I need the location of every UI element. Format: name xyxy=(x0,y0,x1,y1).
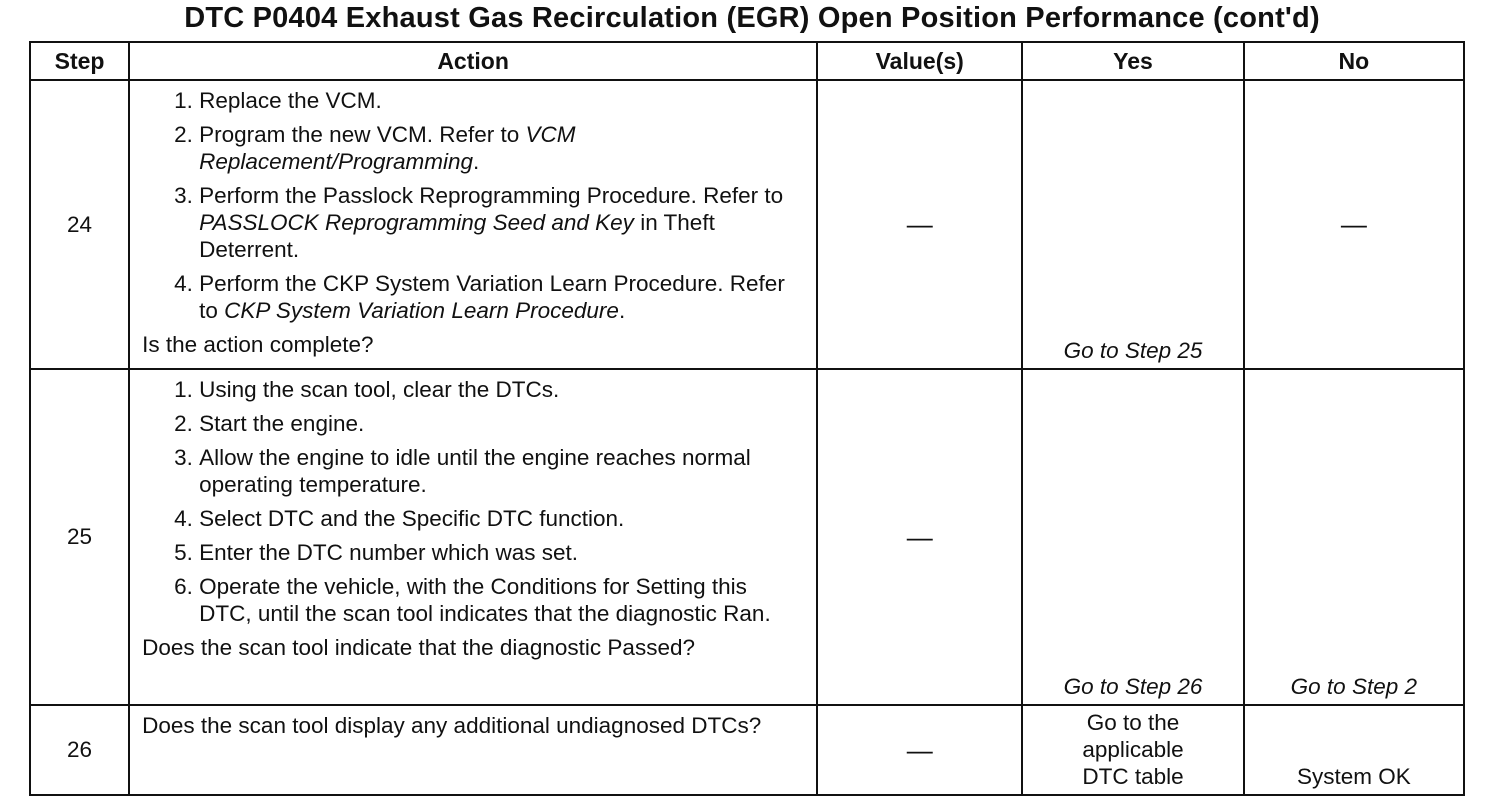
action-text: . xyxy=(618,298,626,323)
step-question: Does the scan tool display any additional undiagnosed DTCs? xyxy=(142,713,762,738)
action-steps-list xyxy=(142,87,804,324)
no-outcome: — xyxy=(1244,80,1464,369)
action-text: in Theft Deterrent. xyxy=(199,210,715,262)
action-steps-list xyxy=(142,376,804,627)
action-step-item xyxy=(199,539,804,566)
action-text: . xyxy=(473,149,480,174)
value-cell: — xyxy=(817,369,1022,705)
action-cell xyxy=(129,369,817,705)
yes-outcome xyxy=(1022,705,1243,795)
table-row xyxy=(30,369,1464,705)
col-header-action: Action xyxy=(129,42,817,80)
action-cell xyxy=(129,705,817,795)
yes-outcome xyxy=(1022,369,1243,705)
action-text: Select DTC and the Specific DTC function. xyxy=(199,506,625,531)
procedure-reference: PASSLOCK Reprogramming Seed and Key xyxy=(199,210,634,235)
document-title: DTC P0404 Exhaust Gas Recirculation (EGR) Open Position Performance (cont'd) xyxy=(184,2,1320,34)
action-text: Using the scan tool, clear the DTCs. xyxy=(199,377,560,402)
col-header-step: Step xyxy=(30,42,129,80)
action-text: Program the new VCM. Refer to xyxy=(199,122,526,147)
yes-outcome xyxy=(1022,80,1243,369)
action-text: Start the engine. xyxy=(199,411,365,436)
action-step-item xyxy=(199,410,804,437)
header-row xyxy=(30,42,1464,80)
col-header-no: No xyxy=(1244,42,1464,80)
step-question: Is the action complete? xyxy=(142,332,374,357)
step-number: 24 xyxy=(30,80,129,369)
action-text: Allow the engine to idle until the engine reaches normal operating temperature. xyxy=(199,445,751,497)
action-step-item xyxy=(199,87,804,114)
action-text: Replace the VCM. xyxy=(199,88,382,113)
action-step-item xyxy=(199,505,804,532)
no-outcome: Go to Step 2 xyxy=(1244,369,1464,705)
action-step-item xyxy=(199,270,804,324)
table-row xyxy=(30,80,1464,369)
no-outcome: System OK xyxy=(1244,705,1464,795)
col-header-yes: Yes xyxy=(1022,42,1243,80)
action-cell xyxy=(129,80,817,369)
step-question: Does the scan tool indicate that the diagnostic Passed? xyxy=(142,635,695,660)
table-row xyxy=(30,705,1464,795)
procedure-reference: VCM Replacement/Programming xyxy=(199,122,576,174)
value-cell: — xyxy=(817,705,1022,795)
action-text: Enter the DTC number which was set. xyxy=(199,540,579,565)
action-step-item xyxy=(199,121,804,175)
value-cell: — xyxy=(817,80,1022,369)
step-number: 25 xyxy=(30,369,129,705)
diagnostic-table xyxy=(29,41,1465,796)
yes-outcome-line: Go to Step 25 xyxy=(1063,338,1203,363)
step-number: 26 xyxy=(30,705,129,795)
action-text: Perform the Passlock Reprogramming Procedure. Refer to xyxy=(199,183,784,208)
procedure-reference: CKP System Variation Learn Procedure xyxy=(224,298,619,323)
action-step-item xyxy=(199,573,804,627)
col-header-values: Value(s) xyxy=(817,42,1022,80)
yes-outcome-line: Go to the xyxy=(1086,710,1180,735)
action-text: Operate the vehicle, with the Conditions for Setting this DTC, until the scan tool indicates that the diagnostic Ran. xyxy=(199,574,771,626)
yes-outcome-line: applicable xyxy=(1082,737,1184,762)
action-text: Perform the CKP System Variation Learn Procedure. Refer to xyxy=(199,271,785,323)
action-step-item xyxy=(199,376,804,403)
action-step-item xyxy=(199,182,804,263)
action-step-item xyxy=(199,444,804,498)
yes-outcome-line: DTC table xyxy=(1082,764,1184,789)
yes-outcome-line: Go to Step 26 xyxy=(1063,674,1203,699)
